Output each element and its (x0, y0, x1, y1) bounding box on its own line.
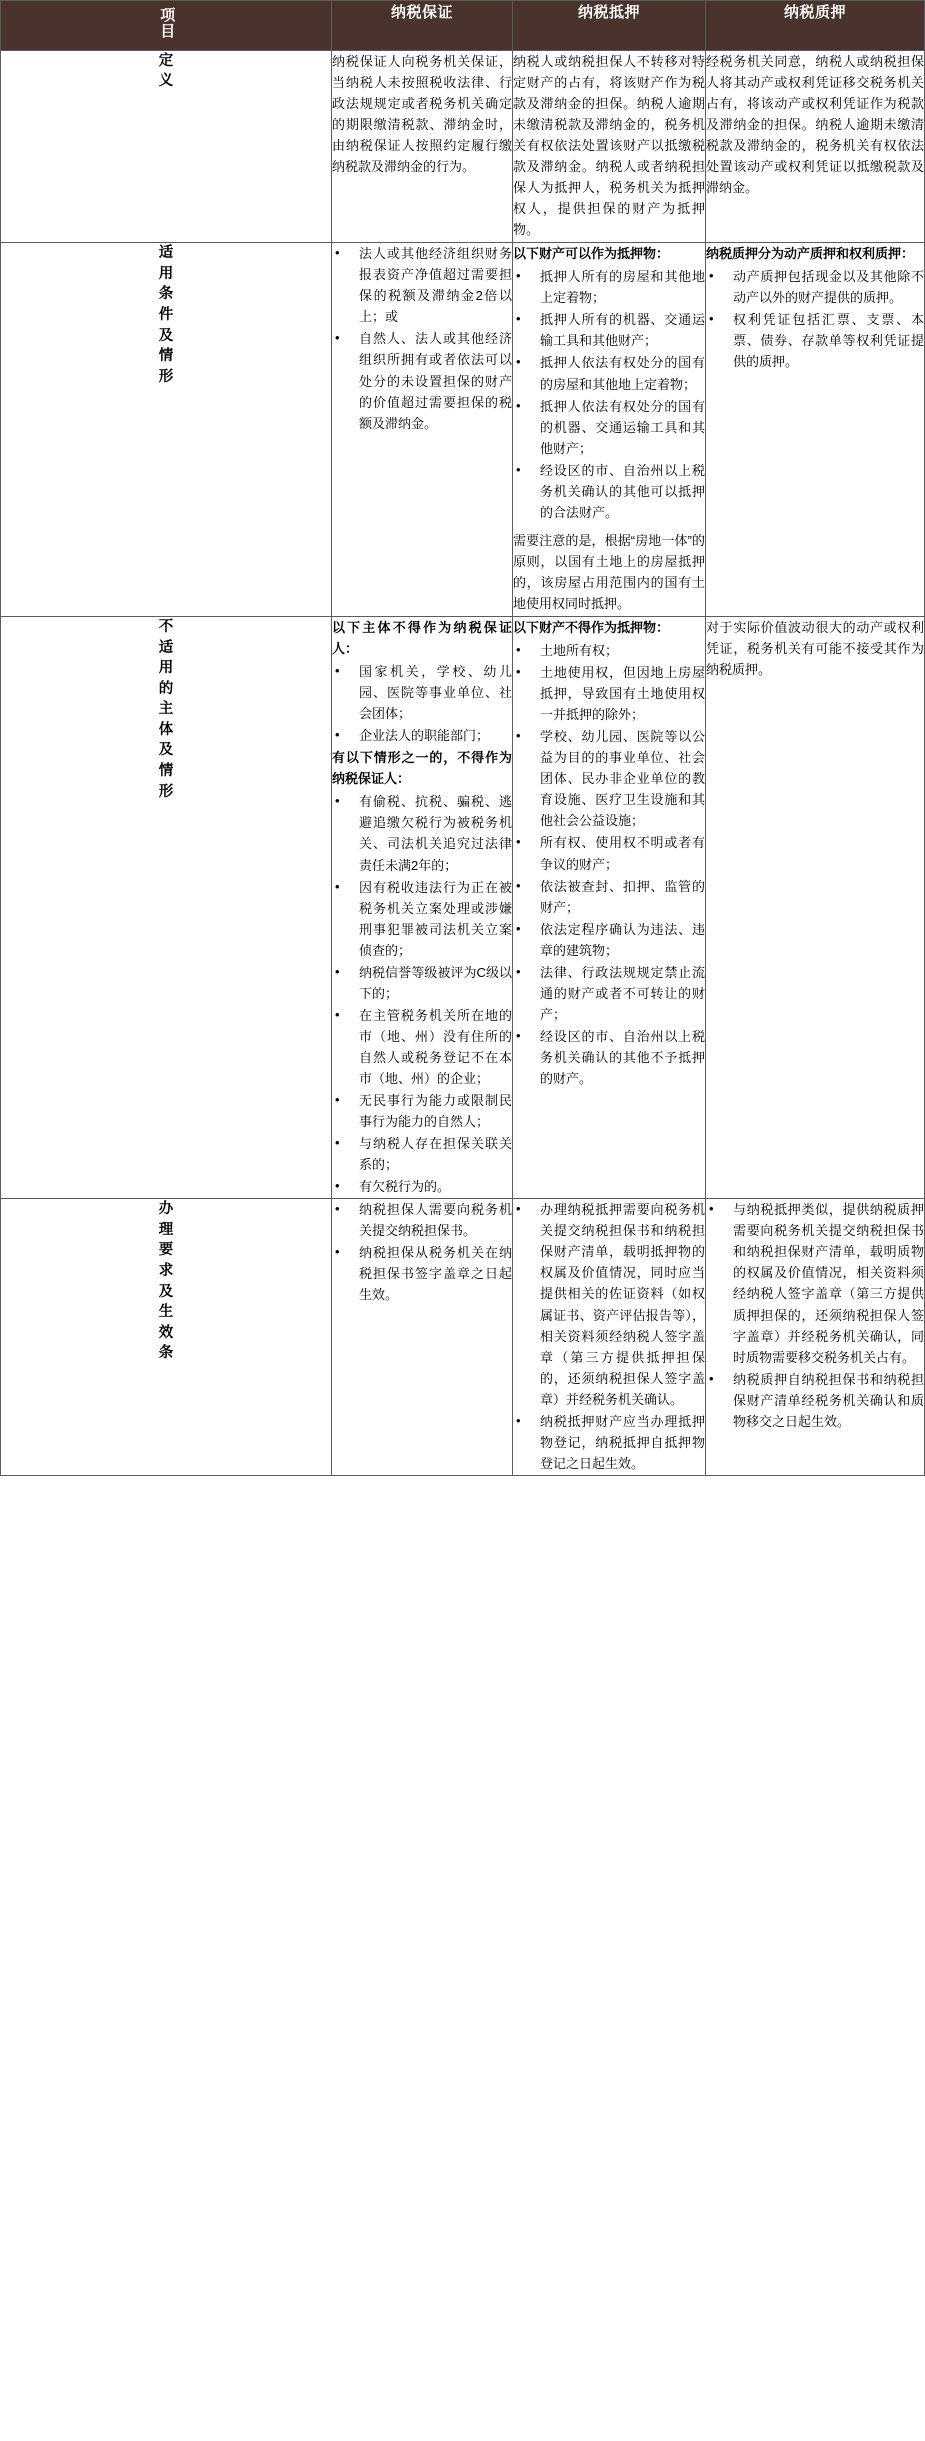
table-header (1, 1, 925, 51)
list-item: • 纳税质押自纳税担保书和纳税担保财产清单经税务机关确认和质物移交之日起生效。 (706, 1369, 924, 1432)
list-item: • 法人或其他经济组织财务报表资产净值超过需要担保的税额及滞纳金2倍以上；或 (332, 243, 512, 327)
cell-footnote: 需要注意的是，根据“房地一体”的原则，以国有土地上的房屋抵押的，该房屋占用范围内的国有土地使用权同时抵押。 (513, 532, 705, 611)
bullet-list (706, 1199, 924, 1432)
list-item: • 土地使用权，但因地上房屋抵押，导致国有土地使用权一并抵押的除外； (513, 662, 705, 725)
row-label-applicable-conditions (1, 243, 332, 617)
bullet-list (332, 661, 512, 746)
row-label-char: 生 (158, 1304, 174, 1321)
cell-conditions-zhiya (706, 243, 925, 617)
row-label-char: 定 (158, 52, 174, 69)
bullet-list (513, 266, 705, 523)
row-label-char: 办 (158, 1201, 174, 1218)
list-item: • 动产质押包括现金以及其他除不动产以外的财产提供的质押。 (706, 266, 924, 308)
row-label-char: 理 (158, 1221, 174, 1238)
cell-conditions-diya (513, 243, 706, 617)
list-item: • 无民事行为能力或限制民事行为能力的自然人； (332, 1090, 512, 1132)
row-label-char: 的 (158, 680, 174, 697)
list-item: • 所有权、使用权不明或者有争议的财产； (513, 832, 705, 874)
list-item: • 抵押人依法有权处分的国有的机器、交通运输工具和其他财产； (513, 396, 705, 459)
bullet-list (332, 1199, 512, 1305)
row-label-char: 主 (158, 701, 174, 718)
cell-nonapplicable-diya (513, 617, 706, 1199)
table-row (1, 617, 925, 1199)
list-item: • 抵押人依法有权处分的国有的房屋和其他地上定着物； (513, 352, 705, 394)
row-label-char: 条 (158, 1345, 174, 1362)
row-label-char: 条 (158, 286, 174, 303)
list-item: • 有欠税行为的。 (332, 1176, 512, 1197)
list-item: • 企业法人的职能部门； (332, 725, 512, 746)
cell-heading-secondary: 有以下情形之一的，不得作为纳税保证人： (332, 750, 512, 787)
list-item: • 国家机关，学校、幼儿园、医院等事业单位、社会团体； (332, 661, 512, 724)
row-label-char: 情 (158, 348, 174, 365)
row-label-char: 及 (158, 327, 174, 344)
bullet-list (706, 266, 924, 372)
cell-nonapplicable-zhiya (706, 617, 925, 1199)
cell-definition-diya (513, 50, 706, 242)
list-item: • 土地所有权； (513, 640, 705, 661)
list-item: • 纳税抵押财产应当办理抵押物登记，纳税抵押自抵押物登记之日起生效。 (513, 1411, 705, 1474)
row-label-char: 形 (158, 368, 174, 385)
paragraph: 经税务机关同意，纳税人或纳税担保人将其动产或权利凭证移交税务机关占有，将该动产或权利凭证作为税款及滞纳金的担保。纳税人逾期未缴清税款及滞纳金的，税务机关有权依法处置该动产或权利凭证以抵缴税款及滞纳金。 (706, 53, 924, 196)
cell-procedure-zhiya (706, 1199, 925, 1476)
list-item: • 有偷税、抗税、骗税、逃避追缴欠税行为被税务机关、司法机关追究过法律责任未满2年的； (332, 791, 512, 875)
bullet-list (513, 640, 705, 1089)
list-item: • 纳税担保从税务机关在纳税担保书签字盖章之日起生效。 (332, 1242, 512, 1305)
cell-heading: 纳税质押分为动产质押和权利质押： (706, 246, 915, 262)
row-label-char: 形 (158, 783, 174, 800)
cell-definition-baozheng (332, 50, 513, 242)
header-col-zhiya: 纳税质押 (706, 1, 925, 51)
row-label-char: 求 (158, 1263, 174, 1280)
header-col-diya: 纳税抵押 (513, 1, 706, 51)
cell-nonapplicable-baozheng (332, 617, 513, 1199)
row-label-char: 义 (158, 73, 174, 90)
list-item: • 权利凭证包括汇票、支票、本票、债券、存款单等权利凭证提供的质押。 (706, 309, 924, 372)
list-item: • 因有税收违法行为正在被税务机关立案处理或涉嫌刑事犯罪被司法机关立案侦查的； (332, 877, 512, 961)
table-row (1, 1199, 925, 1476)
row-label-char: 适 (158, 245, 174, 262)
list-item: • 与纳税抵押类似，提供纳税质押需要向税务机关提交纳税担保书和纳税担保财产清单，载明质物的权属及价值情况，相关资料须经纳税人签字盖章（第三方提供质押担保的，还须纳税担保人签字盖章）并经税务机关确认，同时质物需要移交税务机关占有。 (706, 1199, 924, 1367)
table-body (1, 50, 925, 1475)
row-label-char: 适 (158, 639, 174, 656)
row-label-procedure-requirements (1, 1199, 332, 1476)
row-label-char: 用 (158, 660, 174, 677)
header-item-label: 项目 (158, 7, 176, 39)
header-col-baozheng: 纳税保证 (332, 1, 513, 51)
paragraph: 纳税保证人向税务机关保证，当纳税人未按照税收法律、行政法规规定或者税务机关确定的期限缴清税款、滞纳金时，由纳税保证人按照约定履行缴纳税款及滞纳金的行为。 (332, 53, 512, 175)
list-item: • 抵押人所有的机器、交通运输工具和其他财产； (513, 309, 705, 351)
list-item: • 学校、幼儿园、医院等以公益为目的的事业单位、社会团体、民办非企业单位的教育设施、医疗卫生设施和其他社会公益设施； (513, 726, 705, 831)
bullet-list (513, 1199, 705, 1474)
cell-definition-zhiya (706, 50, 925, 242)
list-item: • 抵押人所有的房屋和其他地上定着物； (513, 266, 705, 308)
list-item: • 法律、行政法规规定禁止流通的财产或者不可转让的财产； (513, 962, 705, 1025)
cell-heading: 以下财产可以作为抵押物： (513, 246, 670, 262)
list-item: • 在主管税务机关所在地的市（地、州）没有住所的自然人或税务登记不在本市（地、州）的企业； (332, 1005, 512, 1089)
cell-procedure-baozheng (332, 1199, 513, 1476)
table-row (1, 50, 925, 242)
row-label-char: 体 (158, 721, 174, 738)
row-label-char: 不 (158, 619, 174, 636)
row-label-char: 用 (158, 265, 174, 282)
cell-heading: 以下财产不得作为抵押物： (513, 620, 670, 636)
cell-conditions-baozheng (332, 243, 513, 617)
list-item: • 经设区的市、自治州以上税务机关确认的其他不予抵押的财产。 (513, 1026, 705, 1089)
table-row (1, 243, 925, 617)
list-item: • 依法定程序确认为违法、违章的建筑物； (513, 919, 705, 961)
list-item: • 与纳税人存在担保关联关系的； (332, 1133, 512, 1175)
bullet-list-secondary (332, 791, 512, 1197)
list-item: • 纳税信誉等级被评为C级以下的； (332, 962, 512, 1004)
row-label-char: 及 (158, 742, 174, 759)
row-label-non-applicable (1, 617, 332, 1199)
row-label-char: 要 (158, 1242, 174, 1259)
bullet-list (332, 243, 512, 433)
cell-procedure-diya (513, 1199, 706, 1476)
paragraph: 对于实际价值波动很大的动产或权利凭证，税务机关有可能不接受其作为纳税质押。 (706, 620, 924, 678)
header-item-column (1, 1, 332, 51)
list-item: • 依法被查封、扣押、监管的财产； (513, 876, 705, 918)
list-item: • 纳税担保人需要向税务机关提交纳税担保书。 (332, 1199, 512, 1241)
header-row (1, 1, 925, 51)
row-label-char: 件 (158, 306, 174, 323)
list-item: • 自然人、法人或其他经济组织所拥有或者依法可以处分的未设置担保的财产的价值超过需要担保的税额及滞纳金。 (332, 328, 512, 433)
row-label-definition (1, 50, 332, 242)
list-item: • 办理纳税抵押需要向税务机关提交纳税担保书和纳税担保财产清单，载明抵押物的权属及价值情况，同时应当提供相关的佐证资料（如权属证书、资产评估报告等），相关资料须经纳税人签字盖章（第三方提供抵押担保的，还须纳税担保人签字盖章）并经税务机关确认。 (513, 1199, 705, 1409)
cell-heading: 以下主体不得作为纳税保证人： (332, 620, 512, 657)
list-item: • 经设区的市、自治州以上税务机关确认的其他可以抵押的合法财产。 (513, 460, 705, 523)
row-label-char: 及 (158, 1283, 174, 1300)
paragraph: 纳税人或纳税担保人不转移对特定财产的占有，将该财产作为税款及滞纳金的担保。纳税人逾期未缴清税款及滞纳金的，税务机关有权依法处置该财产以抵缴税款及滞纳金。纳税人或者纳税担保人为抵押人，税务机关为抵押权人，提供担保的财产为抵押物。 (513, 53, 705, 238)
row-label-char: 效 (158, 1324, 174, 1341)
row-label-char: 情 (158, 763, 174, 780)
